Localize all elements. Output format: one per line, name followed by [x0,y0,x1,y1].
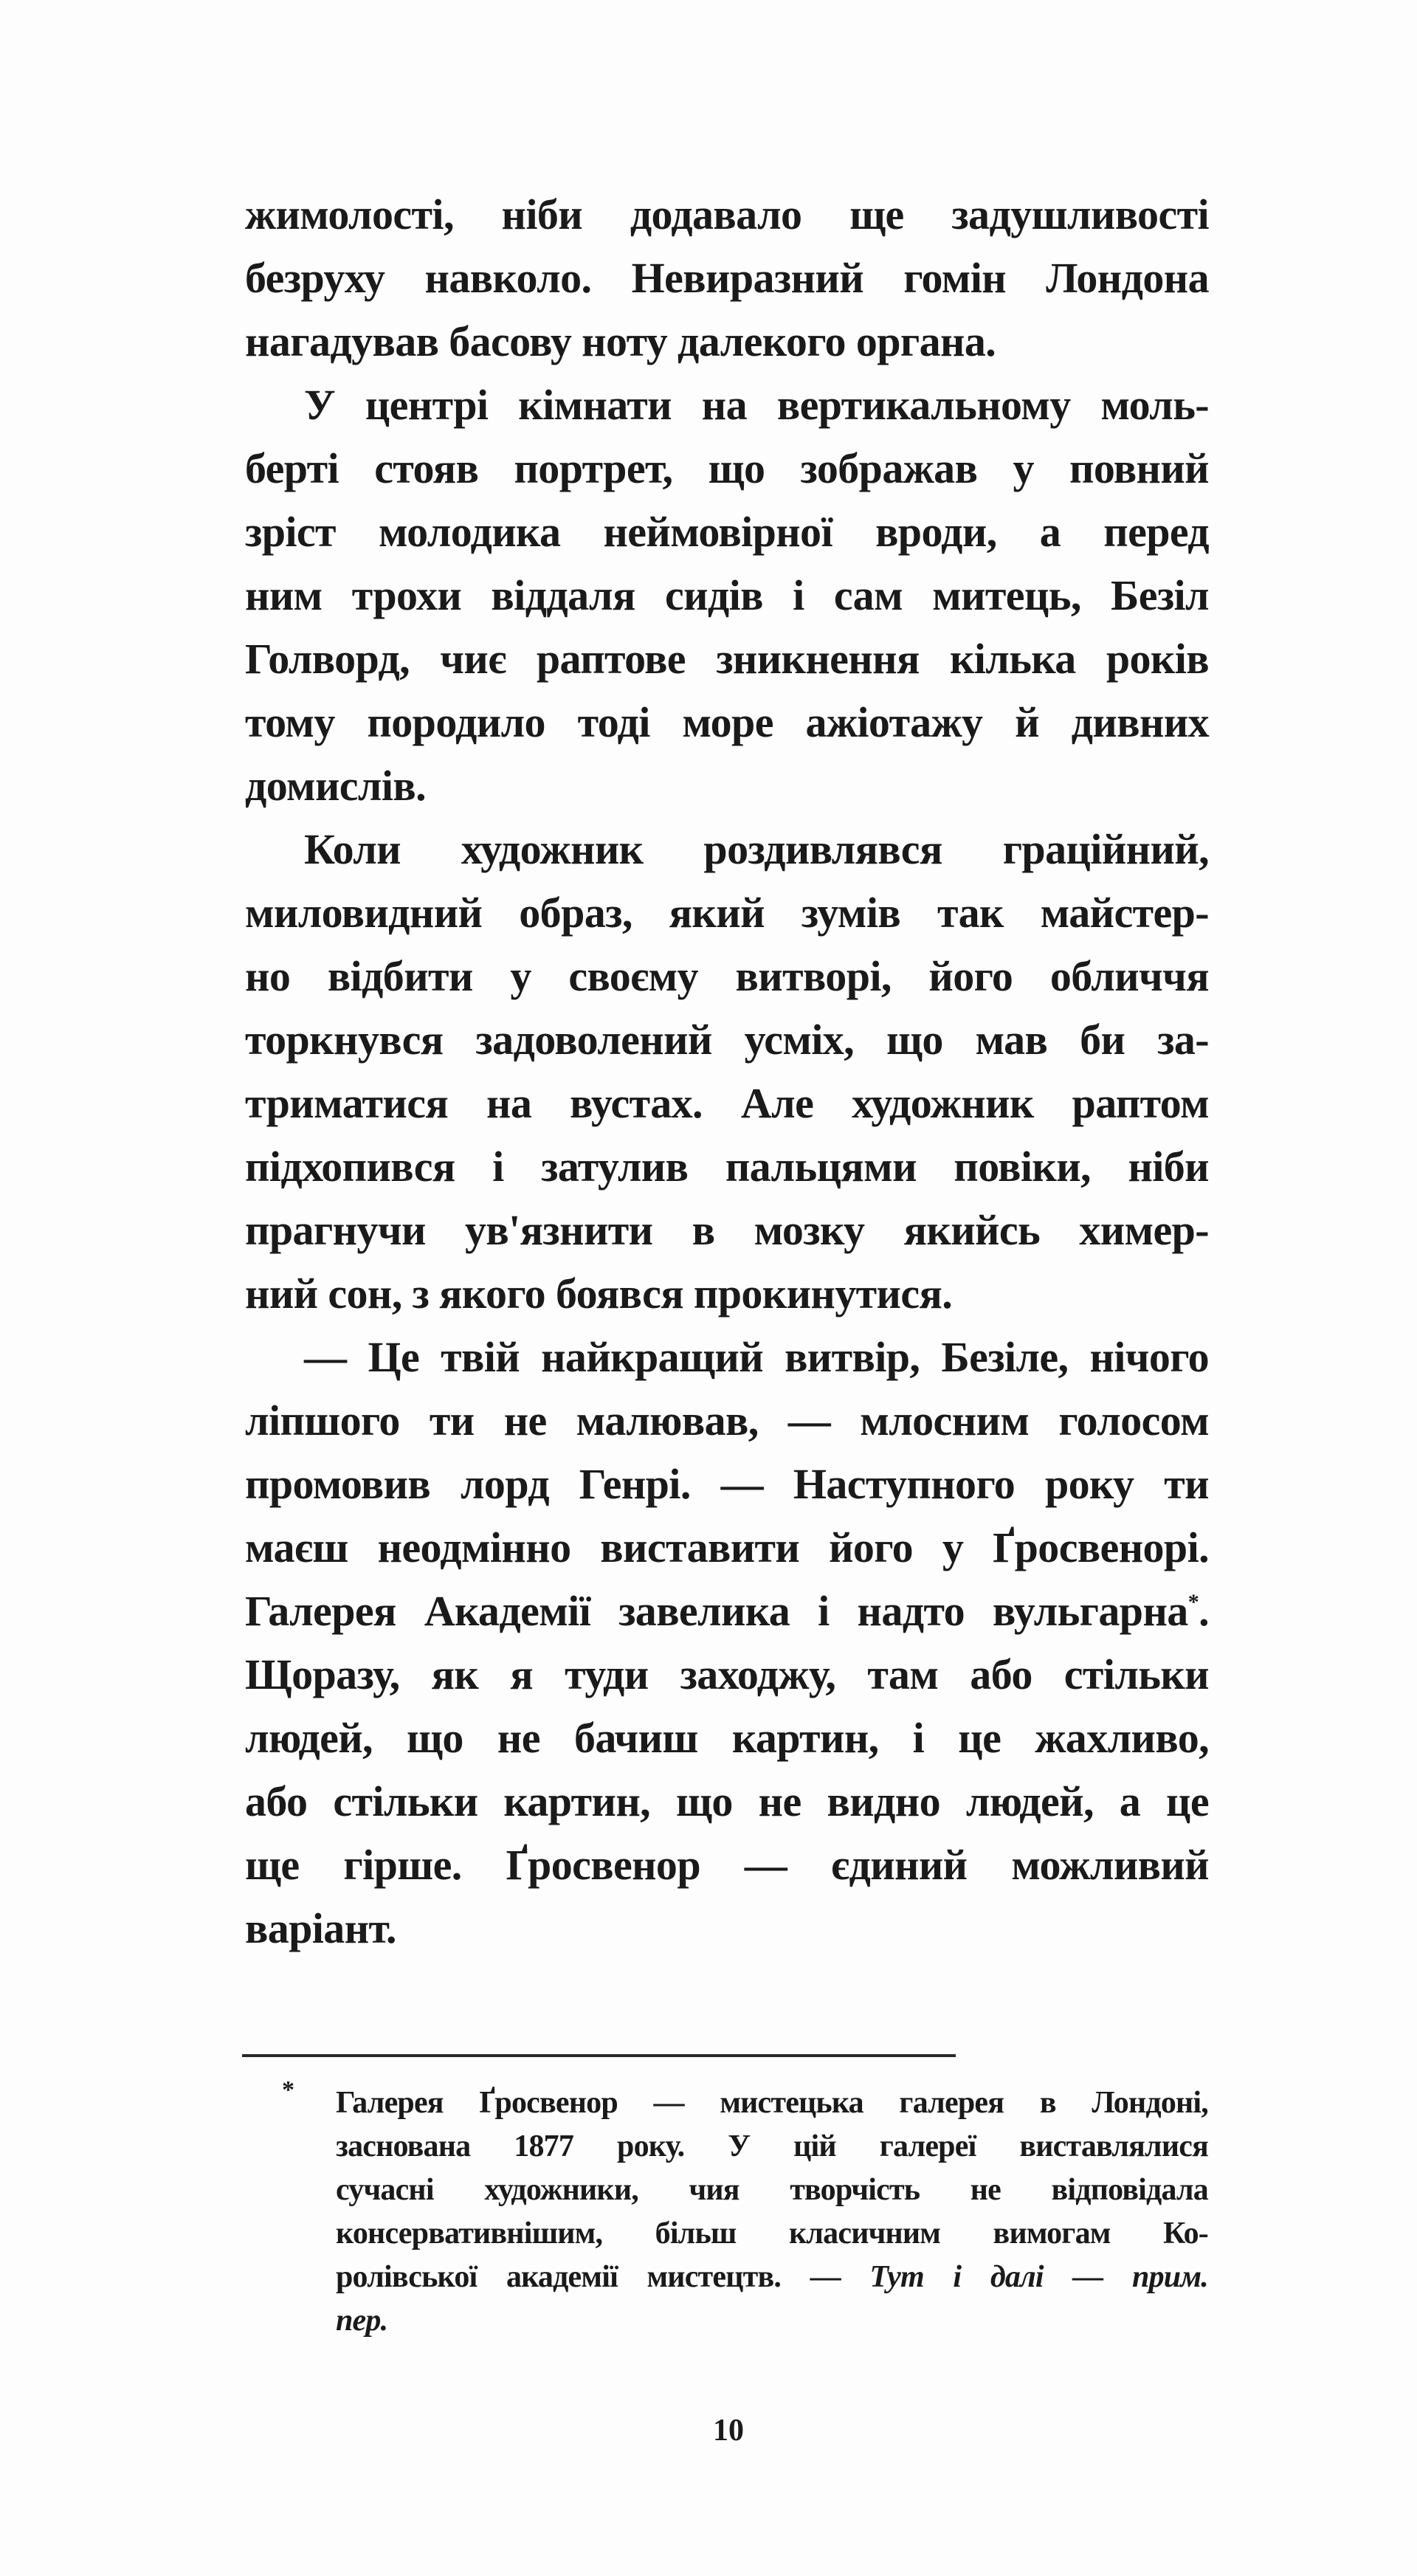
footnote-line [336,2256,1208,2299]
text-line: людей, що не бачиш картин, і це жахливо, [245,1714,1209,1762]
paragraph-start-line: У центрі кімнати на вертикальному моль- [304,381,1209,429]
footnote-line: Галерея Ґросвенор — мистецька галерея в Лондоні, [336,2086,1208,2120]
text-line-with-footnote-ref [245,1580,1209,1643]
page-number: 10 [713,2414,744,2448]
text-segment: . [1199,1587,1209,1635]
text-line: Голворд, чиє раптове зникнення кілька років [245,635,1209,683]
translator-note-italic: пер. [336,2304,388,2338]
footnote-reference[interactable]: * [1187,1590,1199,1614]
body-text [245,183,1209,1960]
text-line: зріст молодика неймовірної вроди, а перед [245,508,1209,556]
text-segment: Галерея Академії завелика і надто вульгарна [245,1587,1188,1635]
text-line: Щоразу, як я туди заходжу, там або стільки [245,1650,1209,1698]
text-line: ний сон, з якого боявся прокинутися. [245,1270,953,1318]
text-line: підхопився і затулив пальцями повіки, ніби [245,1143,1209,1191]
footnote-line: консервативнішим, більш класичним вимогам Ко- [336,2217,1208,2250]
footnote-line: заснована 1877 року. У цій галереї виставлялися [336,2129,1208,2163]
text-line: домислів. [245,762,426,810]
footnote [336,2081,1208,2343]
text-line: ліпшого ти не малював, — млосним голосом [245,1397,1209,1444]
text-line: ще гірше. Ґросвенор — єдиний можливий [245,1841,1209,1889]
text-line: но відбити у своєму витворі, його обличчя [245,952,1209,1000]
text-line: берті стояв портрет, що зображав у повний [245,444,1209,492]
text-line: триматися на вустах. Але художник раптом [245,1079,1209,1127]
text-line: маєш неодмінно виставити його у Ґросвенорі. [245,1523,1209,1571]
text-line: жимолості, ніби додавало ще задушливості [245,190,1209,238]
text-line: нагадував басову ноту далекого органа. [245,317,996,365]
paragraph-start-line: Коли художник роздивлявся граційний, [304,825,1209,873]
text-line: варіант. [245,1904,396,1952]
footnote-line: сучасні художники, чия творчість не відповідала [336,2173,1208,2207]
text-line: ним трохи віддаля сидів і сам митець, Безіл [245,571,1209,619]
text-segment: ролівської академії мистецтв. — [336,2260,870,2294]
text-line: безруху навколо. Невиразний гомін Лондона [245,254,1209,302]
text-line: промовив лорд Генрі. — Наступного року ти [245,1460,1209,1508]
text-line: торкнувся задоволений усміх, що мав би за- [245,1016,1209,1064]
footnote-line [336,2299,1208,2343]
footnote-marker: * [282,2076,294,2104]
text-line: миловидний образ, який зумів так майстер- [245,889,1209,937]
text-line: тому породило тоді море ажіотажу й дивних [245,698,1209,746]
footnote-separator-rule [242,2054,956,2057]
text-line: або стільки картин, що не видно людей, а це [245,1777,1209,1825]
translator-note-italic: Тут і далі — прим. [869,2260,1208,2294]
text-line: прагнучи ув'язнити в мозку якийсь химер- [245,1206,1209,1254]
paragraph-start-line: — Це твій найкращий витвір, Безіле, нічого [304,1333,1209,1381]
